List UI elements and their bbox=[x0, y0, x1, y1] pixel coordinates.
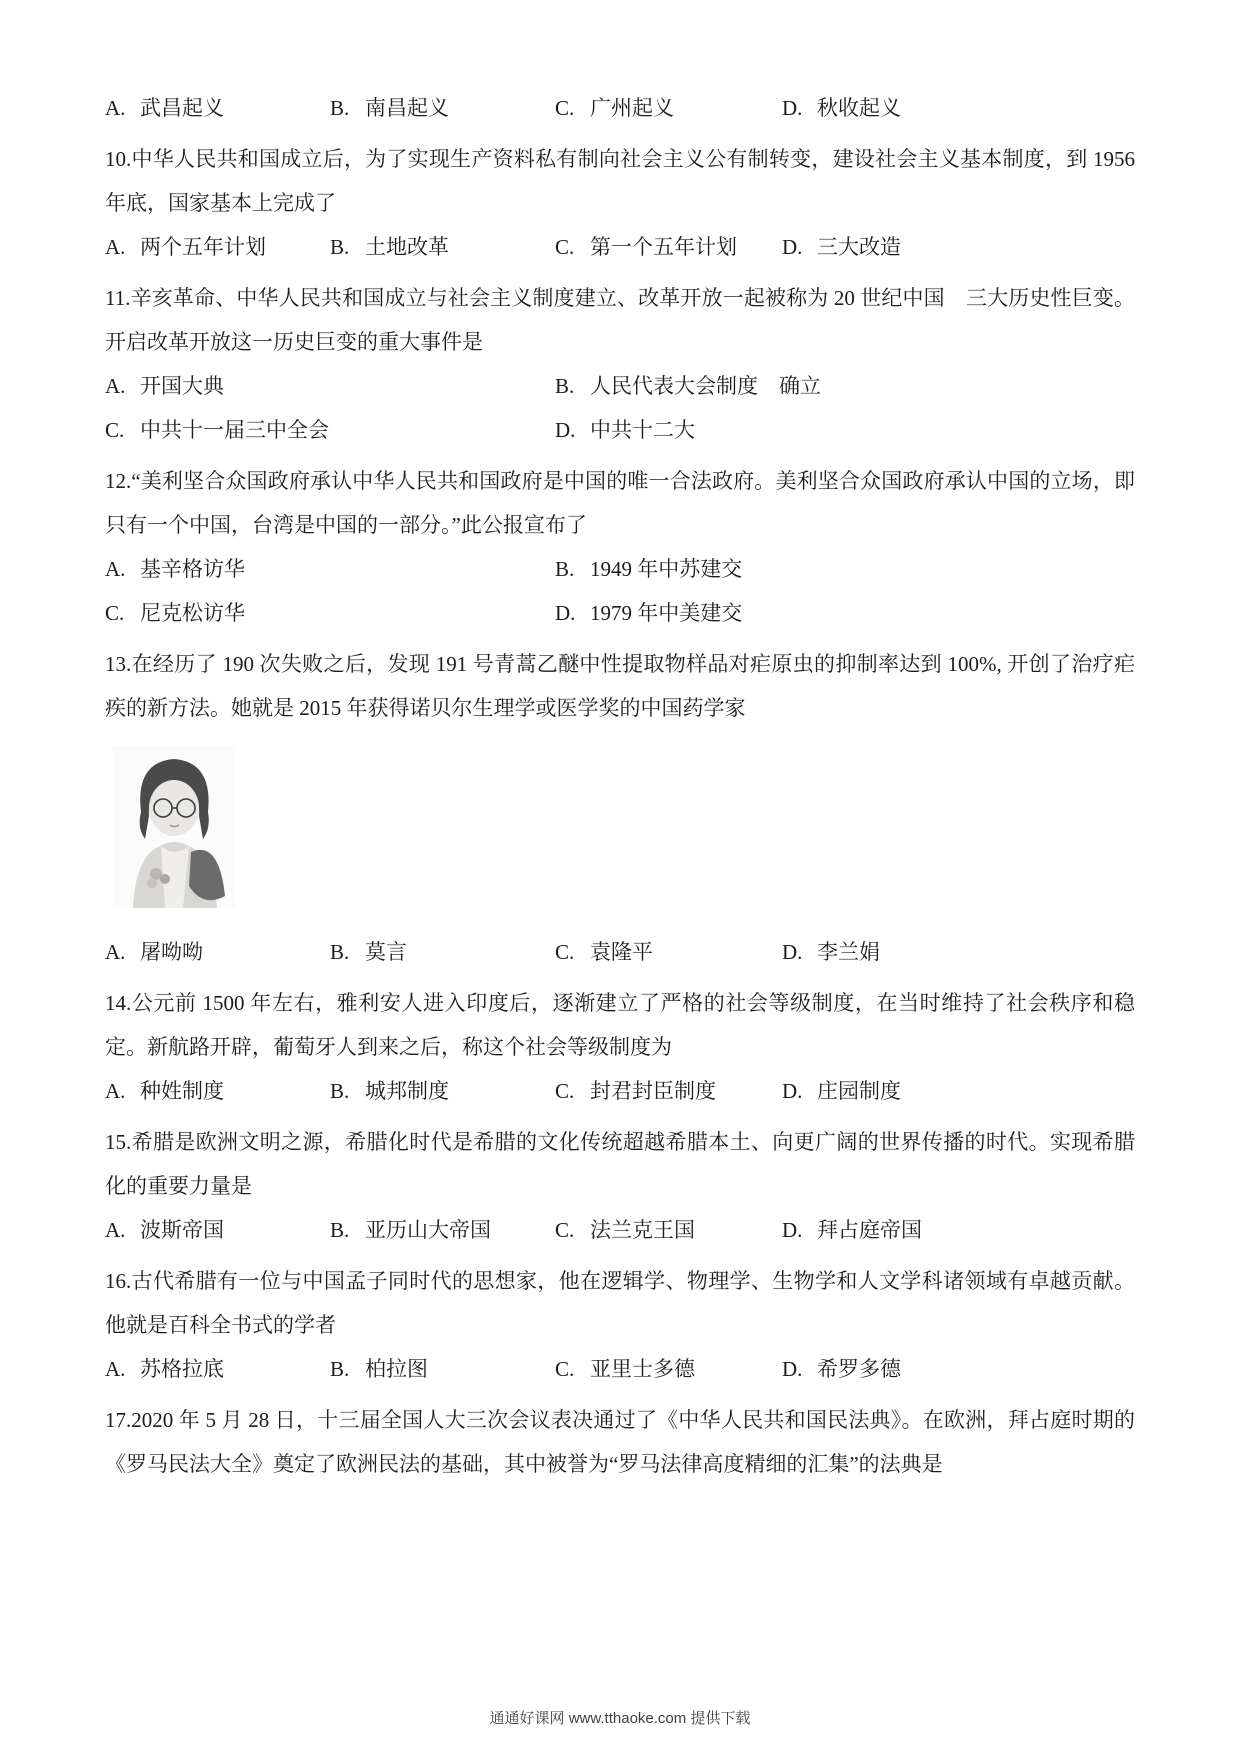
q16-option-a bbox=[105, 1347, 330, 1391]
option-text: 亚历山大帝国 bbox=[365, 1218, 491, 1242]
option-text: 屠呦呦 bbox=[140, 940, 203, 964]
option-label: C. bbox=[105, 601, 125, 625]
option-text: 苏格拉底 bbox=[140, 1357, 224, 1381]
q9-option-c bbox=[555, 86, 782, 130]
option-text: 三大改造 bbox=[817, 235, 901, 259]
q15-option-c bbox=[555, 1208, 782, 1252]
q13-option-c bbox=[555, 930, 782, 974]
q10-option-b bbox=[330, 225, 555, 269]
portrait-photo-image bbox=[113, 746, 235, 908]
q11-option-c bbox=[105, 408, 555, 452]
q10-options-row bbox=[105, 225, 1135, 269]
option-text: 广州起义 bbox=[590, 96, 674, 120]
option-label: B. bbox=[330, 1079, 350, 1103]
option-text: 波斯帝国 bbox=[140, 1218, 224, 1242]
option-text: 开国大典 bbox=[140, 374, 224, 398]
option-label: D. bbox=[555, 601, 576, 625]
option-label: A. bbox=[105, 557, 126, 581]
q10-option-a bbox=[105, 225, 330, 269]
q11-option-a bbox=[105, 364, 555, 408]
option-label: B. bbox=[330, 940, 350, 964]
option-text: 城邦制度 bbox=[365, 1079, 449, 1103]
option-label: D. bbox=[782, 1218, 803, 1242]
option-label: A. bbox=[105, 374, 126, 398]
option-label: D. bbox=[782, 1079, 803, 1103]
option-label: C. bbox=[555, 96, 575, 120]
q9-options-row bbox=[105, 86, 1135, 130]
q9-option-d bbox=[782, 86, 1135, 130]
q11-options-row-1 bbox=[105, 364, 1135, 408]
option-text: 亚里士多德 bbox=[590, 1357, 695, 1381]
option-text: 拜占庭帝国 bbox=[817, 1218, 922, 1242]
option-text: 种姓制度 bbox=[140, 1079, 224, 1103]
q16-option-c bbox=[555, 1347, 782, 1391]
option-text: 1979 年中美建交 bbox=[590, 601, 743, 625]
option-label: B. bbox=[330, 1218, 350, 1242]
option-label: B. bbox=[555, 557, 575, 581]
option-text: 李兰娟 bbox=[817, 940, 880, 964]
option-label: B. bbox=[330, 1357, 350, 1381]
option-label: A. bbox=[105, 940, 126, 964]
q12-option-b bbox=[555, 547, 1135, 591]
option-label: C. bbox=[555, 1357, 575, 1381]
option-text: 袁隆平 bbox=[590, 940, 653, 964]
q15-options-row bbox=[105, 1208, 1135, 1252]
q9-option-b bbox=[330, 86, 555, 130]
option-text: 中共十二大 bbox=[590, 418, 695, 442]
q14-options-row bbox=[105, 1069, 1135, 1113]
option-text: 庄园制度 bbox=[817, 1079, 901, 1103]
question-10-text: 10.中华人民共和国成立后，为了实现生产资料私有制向社会主义公有制转变，建设社会主义基本制度，到 1956 年底，国家基本上完成了 bbox=[105, 147, 1135, 215]
question-14-text: 14.公元前 1500 年左右，雅利安人进入印度后，逐渐建立了严格的社会等级制度，在当时维持了社会秩序和稳定。新航路开辟，葡萄牙人到来之后，称这个社会等级制度为 bbox=[105, 991, 1135, 1059]
q15-option-d bbox=[782, 1208, 1135, 1252]
question-17-text: 17.2020 年 5 月 28 日，十三届全国人大三次会议表决通过了《中华人民共和国民法典》。在欧洲，拜占庭时期的《罗马民法大全》奠定了欧洲民法的基础，其中被誉为“罗马法律高度精细的汇集”的法典是 bbox=[105, 1408, 1135, 1476]
q11-options-row-2 bbox=[105, 408, 1135, 452]
q14-option-c bbox=[555, 1069, 782, 1113]
option-text: 1949 年中苏建交 bbox=[590, 557, 743, 581]
q16-options-row bbox=[105, 1347, 1135, 1391]
footer-watermark: 通通好课网 www.tthaoke.com 提供下载 bbox=[489, 1710, 751, 1727]
option-text: 两个五年计划 bbox=[140, 235, 266, 259]
question-16-text: 16.古代希腊有一位与中国孟子同时代的思想家，他在逻辑学、物理学、生物学和人文学科诸领域有卓越贡献。他就是百科全书式的学者 bbox=[105, 1269, 1135, 1337]
option-label: C. bbox=[555, 1079, 575, 1103]
option-text: 土地改革 bbox=[365, 235, 449, 259]
option-text: 希罗多德 bbox=[817, 1357, 901, 1381]
q10-option-d bbox=[782, 225, 1135, 269]
question-15-text: 15.希腊是欧洲文明之源，希腊化时代是希腊的文化传统超越希腊本土、向更广阔的世界传播的时代。实现希腊化的重要力量是 bbox=[105, 1130, 1135, 1198]
q14-option-a bbox=[105, 1069, 330, 1113]
option-label: A. bbox=[105, 96, 126, 120]
option-label: A. bbox=[105, 1357, 126, 1381]
option-label: D. bbox=[782, 96, 803, 120]
option-label: B. bbox=[330, 96, 350, 120]
option-text: 人民代表大会制度 确立 bbox=[590, 374, 821, 398]
question-11-text: 11.辛亥革命、中华人民共和国成立与社会主义制度建立、改革开放一起被称为 20 世纪中国 三大历史性巨变。开启改革开放这一历史巨变的重大事件是 bbox=[105, 286, 1135, 354]
option-text: 基辛格访华 bbox=[140, 557, 245, 581]
q13-option-d bbox=[782, 930, 1135, 974]
option-text: 法兰克王国 bbox=[590, 1218, 695, 1242]
q10-option-c bbox=[555, 225, 782, 269]
q11-option-d bbox=[555, 408, 1135, 452]
option-label: C. bbox=[105, 418, 125, 442]
q12-options-row-1 bbox=[105, 547, 1135, 591]
q12-option-c bbox=[105, 591, 555, 635]
portrait-photo bbox=[113, 746, 235, 908]
q16-option-d bbox=[782, 1347, 1135, 1391]
option-text: 秋收起义 bbox=[817, 96, 901, 120]
q15-option-a bbox=[105, 1208, 330, 1252]
option-label: A. bbox=[105, 1218, 126, 1242]
option-text: 封君封臣制度 bbox=[590, 1079, 716, 1103]
option-label: D. bbox=[782, 940, 803, 964]
q12-option-d bbox=[555, 591, 1135, 635]
option-label: D. bbox=[782, 235, 803, 259]
option-label: D. bbox=[782, 1357, 803, 1381]
option-text: 尼克松访华 bbox=[140, 601, 245, 625]
option-label: C. bbox=[555, 1218, 575, 1242]
option-label: C. bbox=[555, 235, 575, 259]
question-12-text: 12.“美利坚合众国政府承认中华人民共和国政府是中国的唯一合法政府。美利坚合众国政府承认中国的立场，即只有一个中国，台湾是中国的一部分。”此公报宣布了 bbox=[105, 469, 1135, 537]
option-label: A. bbox=[105, 235, 126, 259]
q13-options-row bbox=[105, 930, 1135, 974]
q13-option-b bbox=[330, 930, 555, 974]
option-text: 莫言 bbox=[365, 940, 407, 964]
option-label: C. bbox=[555, 940, 575, 964]
q16-option-b bbox=[330, 1347, 555, 1391]
option-text: 第一个五年计划 bbox=[590, 235, 737, 259]
q9-option-a bbox=[105, 86, 330, 130]
option-text: 中共十一届三中全会 bbox=[140, 418, 329, 442]
option-label: B. bbox=[330, 235, 350, 259]
option-label: B. bbox=[555, 374, 575, 398]
question-13-text: 13.在经历了 190 次失败之后，发现 191 号青蒿乙醚中性提取物样品对疟原虫的抑制率达到 100%, 开创了治疗疟疾的新方法。她就是 2015 年获得诺贝尔生理学或医学奖的中国药学家 bbox=[105, 652, 1135, 720]
option-text: 武昌起义 bbox=[140, 96, 224, 120]
q12-options-row-2 bbox=[105, 591, 1135, 635]
q13-option-a bbox=[105, 930, 330, 974]
option-label: A. bbox=[105, 1079, 126, 1103]
q15-option-b bbox=[330, 1208, 555, 1252]
option-text: 南昌起义 bbox=[365, 96, 449, 120]
option-label: D. bbox=[555, 418, 576, 442]
q12-option-a bbox=[105, 547, 555, 591]
q11-option-b bbox=[555, 364, 1135, 408]
q14-option-d bbox=[782, 1069, 1135, 1113]
q14-option-b bbox=[330, 1069, 555, 1113]
option-text: 柏拉图 bbox=[365, 1357, 428, 1381]
